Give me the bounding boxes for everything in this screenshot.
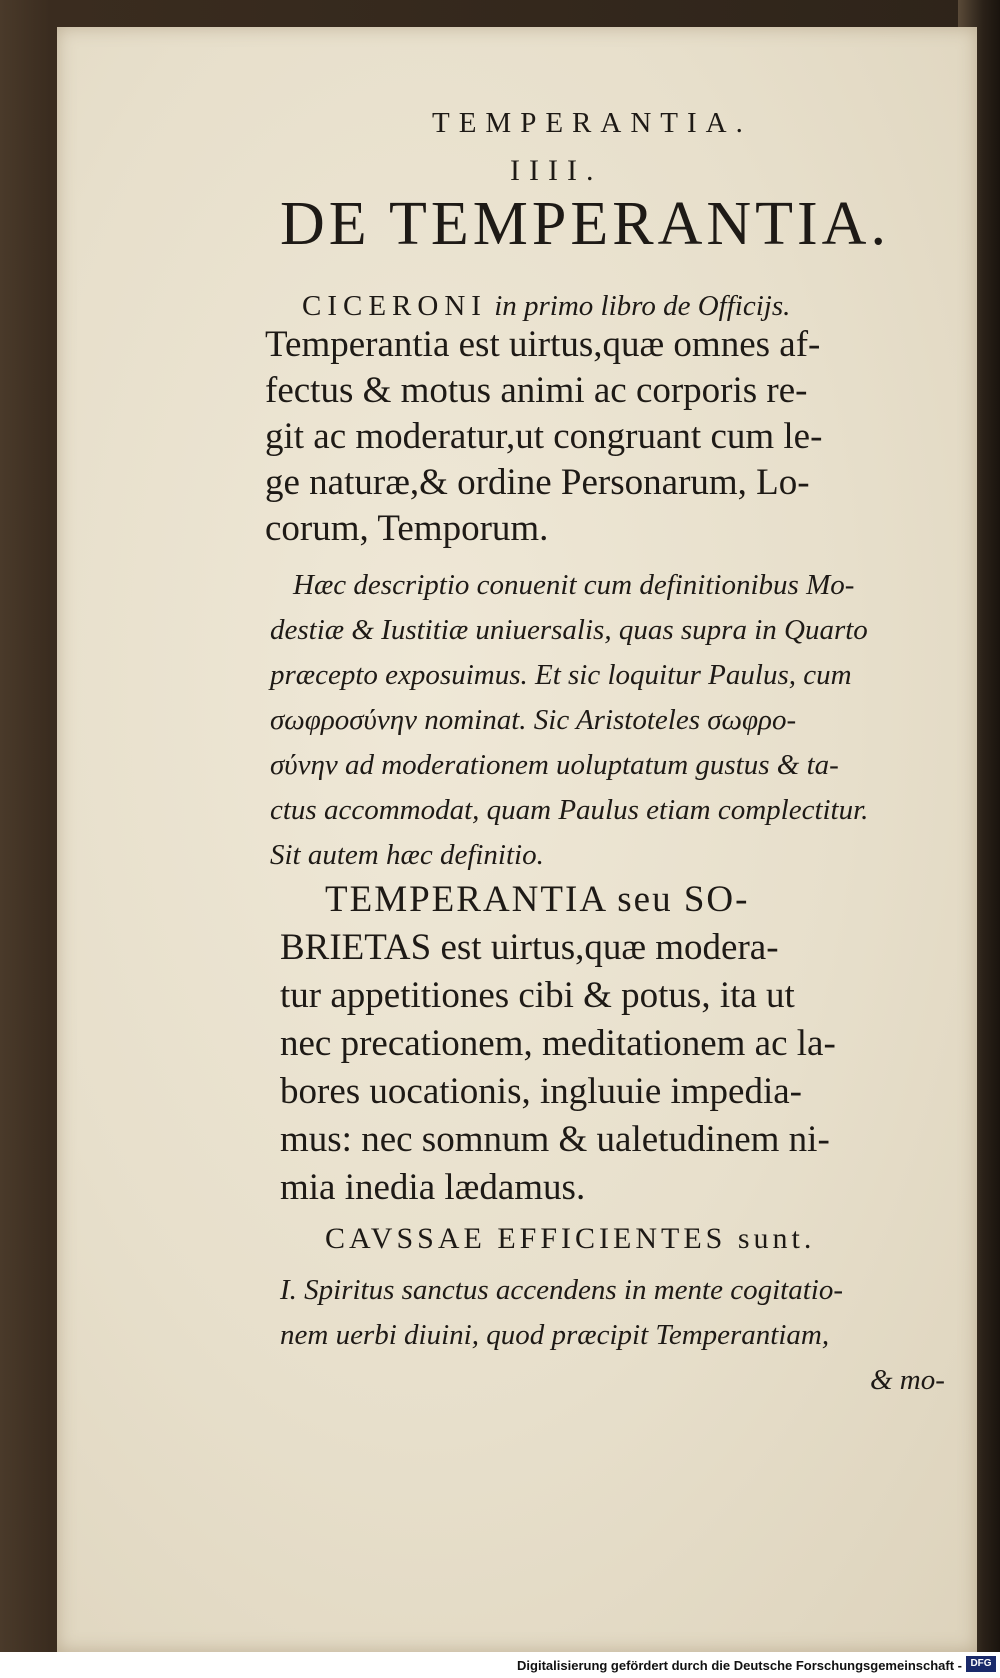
definition-line: corum, Temporum.: [265, 508, 549, 549]
commentary-line: σύνην ad moderationem uoluptatum gustus & ta-: [270, 749, 839, 781]
intro-source: in primo libro de Officijs.: [494, 290, 791, 322]
commentary-line: Sit autem hæc definitio.: [270, 839, 544, 871]
running-head: TEMPERANTIA.: [432, 107, 752, 139]
commentary-line: præcepto exposuimus. Et sic loquitur Paulus, cum: [270, 659, 852, 691]
sobrietas-line: BRIETAS est uirtus,quæ modera-: [280, 927, 779, 968]
dfg-logo: DFG: [966, 1656, 996, 1672]
sobrietas-line: tur appetitiones cibi & potus, ita ut: [280, 975, 795, 1016]
book-page: [57, 27, 977, 1652]
sobrietas-line: nec precationem, meditationem ac la-: [280, 1023, 836, 1064]
sobrietas-line: TEMPERANTIA seu SO-: [325, 879, 750, 920]
definition-line: ge naturæ,& ordine Personarum, Lo-: [265, 462, 810, 503]
sobrietas-line: mus: nec somnum & ualetudinem ni-: [280, 1119, 830, 1160]
commentary-line: ctus accommodat, quam Paulus etiam complectitur.: [270, 794, 869, 826]
cause-line: nem uerbi diuini, quod præcipit Temperantiam,: [280, 1319, 830, 1351]
commentary-line: Hæc descriptio conuenit cum definitionibus Mo-: [293, 569, 855, 601]
commentary-line: σωφροσύνην nominat. Sic Aristoteles σωφρο-: [270, 704, 797, 736]
sobrietas-line: mia inedia lædamus.: [280, 1167, 586, 1208]
catchword: & mo-: [870, 1364, 945, 1396]
chapter-number: IIII.: [510, 154, 603, 187]
cause-line: I. Spiritus sanctus accendens in mente cogitatio-: [280, 1274, 843, 1306]
definition-line: git ac moderatur,ut congruant cum le-: [265, 416, 823, 457]
causes-heading: CAVSSAE EFFICIENTES sunt.: [325, 1222, 816, 1255]
page-title: DE TEMPERANTIA.: [280, 190, 890, 258]
definition-line: fectus & motus animi ac corporis re-: [265, 370, 808, 411]
commentary-line: destiæ & Iustitiæ uniuersalis, quas supra in Quarto: [270, 614, 868, 646]
definition-line: Temperantia est uirtus,quæ omnes af-: [265, 324, 821, 365]
digitization-credit: Digitalisierung gefördert durch die Deutsche Forschungsgemeinschaft -: [517, 1658, 962, 1673]
sobrietas-line: bores uocationis, ingluuie impedia-: [280, 1071, 802, 1112]
intro-author: CICERONI: [302, 290, 487, 322]
